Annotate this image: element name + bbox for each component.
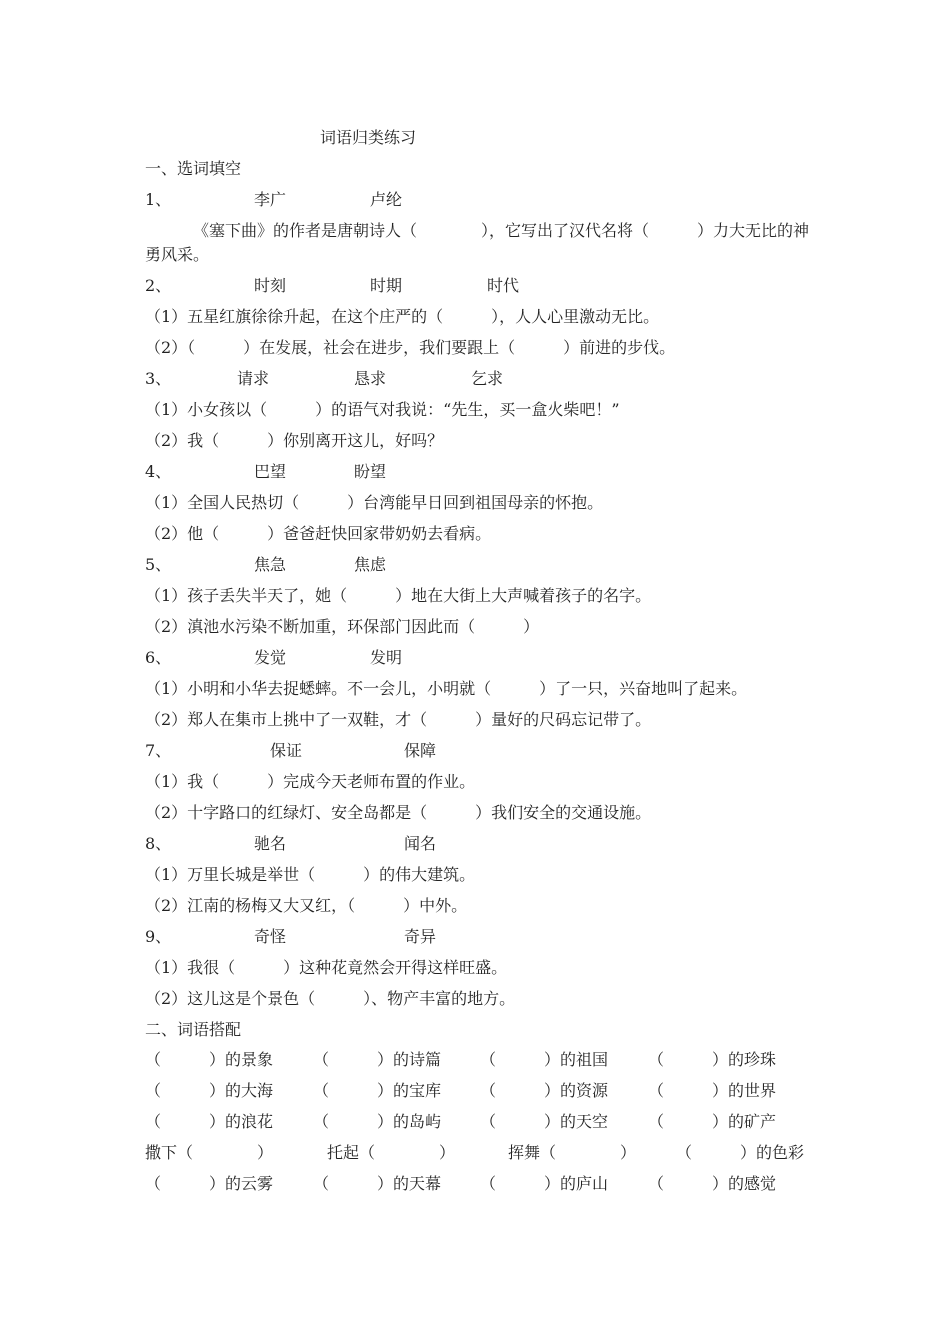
sentence: （2）十字路口的红绿灯、安全岛都是（ ）我们安全的交通设施。 — [145, 803, 652, 822]
match-item: （ ）的珍珠 — [648, 1050, 777, 1069]
sentence: （1）孩子丢失半天了，她（ ）地在大街上大声喊着孩子的名字。 — [145, 586, 652, 605]
word-option: 请求 — [237, 369, 270, 388]
question-number: 5、 — [145, 555, 172, 574]
match-item: （ ）的云雾 — [145, 1174, 274, 1193]
match-item: （ ）的景象 — [145, 1050, 274, 1069]
match-item: （ ）的庐山 — [480, 1174, 609, 1193]
question-number: 9、 — [145, 927, 172, 946]
sentence: （2）（ ）在发展，社会在进步，我们要跟上（ ）前进的步伐。 — [145, 338, 676, 357]
question-number: 2、 — [145, 276, 172, 295]
section-heading: 二、词语搭配 — [145, 1020, 242, 1039]
word-option: 发明 — [370, 648, 403, 667]
sentence: （2）这儿这是个景色（ ）、物产丰富的地方。 — [145, 989, 516, 1008]
sentence: 勇风采。 — [145, 245, 210, 264]
word-option: 驰名 — [254, 834, 287, 853]
sentence: （1）我很（ ）这种花竟然会开得这样旺盛。 — [145, 958, 508, 977]
sentence: （1）小女孩以（ ）的语气对我说：“先生，买一盒火柴吧！” — [145, 400, 620, 419]
sentence: （1）我（ ）完成今天老师布置的作业。 — [145, 772, 476, 791]
word-option: 李广 — [254, 190, 287, 209]
word-option: 盼望 — [354, 462, 387, 481]
match-item: （ ）的天幕 — [313, 1174, 442, 1193]
match-item: （ ）的宝库 — [313, 1081, 442, 1100]
page-title: 词语归类练习 — [320, 128, 417, 147]
word-option: 时刻 — [254, 276, 287, 295]
question-number: 6、 — [145, 648, 172, 667]
question-number: 1、 — [145, 190, 172, 209]
match-item: （ ）的岛屿 — [313, 1112, 442, 1131]
word-option: 发觉 — [254, 648, 287, 667]
sentence: （1）万里长城是举世（ ）的伟大建筑。 — [145, 865, 476, 884]
word-option: 时期 — [370, 276, 403, 295]
match-item: （ ）的祖国 — [480, 1050, 609, 1069]
word-option: 卢纶 — [370, 190, 403, 209]
word-option: 奇异 — [404, 927, 437, 946]
section-heading: 一、选词填空 — [145, 159, 242, 178]
match-item: （ ）的浪花 — [145, 1112, 274, 1131]
word-option: 恳求 — [354, 369, 387, 388]
sentence: （1）五星红旗徐徐升起，在这个庄严的（ ），人人心里激动无比。 — [145, 307, 660, 326]
match-item: （ ）的矿产 — [648, 1112, 777, 1131]
match-item: （ ）的天空 — [480, 1112, 609, 1131]
word-option: 时代 — [487, 276, 520, 295]
match-item: （ ）的资源 — [480, 1081, 609, 1100]
match-item: （ ）的大海 — [145, 1081, 274, 1100]
question-number: 7、 — [145, 741, 172, 760]
question-number: 8、 — [145, 834, 172, 853]
match-item: 挥舞（ ） — [508, 1143, 637, 1162]
word-option: 巴望 — [254, 462, 287, 481]
sentence: 《塞下曲》的作者是唐朝诗人（ ），它写出了汉代名将（ ）力大无比的神 — [193, 221, 810, 240]
question-number: 3、 — [145, 369, 172, 388]
sentence: （1）小明和小华去捉蟋蟀。不一会儿，小明就（ ）了一只，兴奋地叫了起来。 — [145, 679, 748, 698]
word-option: 闻名 — [404, 834, 437, 853]
sentence: （2）我（ ）你别离开这儿，好吗？ — [145, 431, 444, 450]
sentence: （1）全国人民热切（ ）台湾能早日回到祖国母亲的怀抱。 — [145, 493, 604, 512]
match-item: （ ）的诗篇 — [313, 1050, 442, 1069]
word-option: 保证 — [270, 741, 303, 760]
sentence: （2）江南的杨梅又大又红，（ ）中外。 — [145, 896, 468, 915]
sentence: （2）他（ ）爸爸赶快回家带奶奶去看病。 — [145, 524, 492, 543]
match-item: 撒下（ ） — [145, 1143, 274, 1162]
match-item: （ ）的世界 — [648, 1081, 777, 1100]
word-option: 焦急 — [254, 555, 287, 574]
question-number: 4、 — [145, 462, 172, 481]
sentence: （2）郑人在集市上挑中了一双鞋，才（ ）量好的尺码忘记带了。 — [145, 710, 652, 729]
sentence: （2）滇池水污染不断加重，环保部门因此而（ ） — [145, 617, 540, 636]
word-option: 保障 — [404, 741, 437, 760]
match-item: （ ）的感觉 — [648, 1174, 777, 1193]
word-option: 奇怪 — [254, 927, 287, 946]
match-item: 托起（ ） — [327, 1143, 456, 1162]
match-item: （ ）的色彩 — [676, 1143, 805, 1162]
word-option: 乞求 — [471, 369, 504, 388]
word-option: 焦虑 — [354, 555, 387, 574]
